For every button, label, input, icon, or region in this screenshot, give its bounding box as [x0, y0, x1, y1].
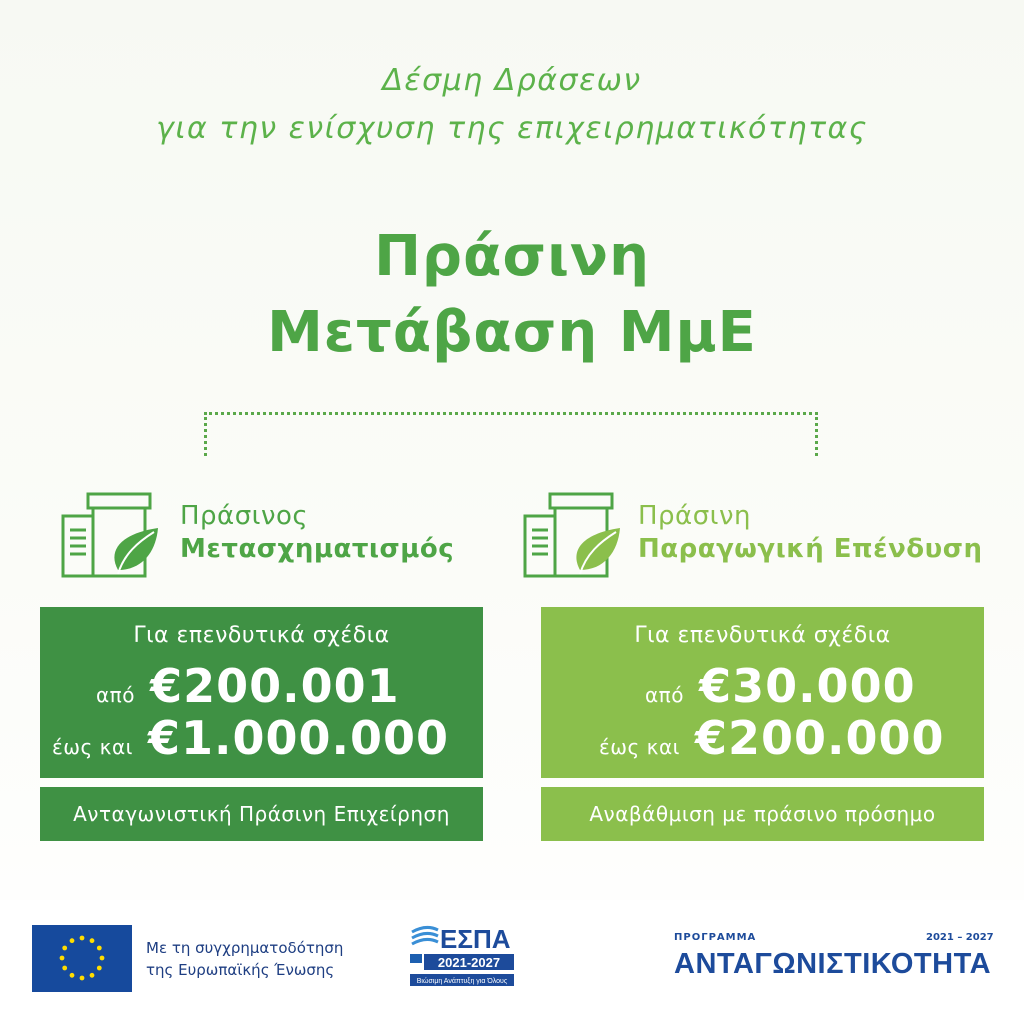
espa-name: ΕΣΠΑ	[440, 924, 511, 954]
right-footer-bar: Αναβάθμιση με πράσινο πρόσημο	[541, 787, 984, 841]
espa-years: 2021-2027	[437, 955, 501, 970]
espa-tagline: Βιώσιμη Ανάπτυξη για Όλους	[416, 978, 508, 985]
eu-text-line-2: της Ευρωπαϊκής Ένωσης	[146, 961, 335, 979]
right-heading-line-1: Πράσινη	[638, 501, 751, 531]
right-heading	[638, 500, 982, 566]
right-to-amount: €200.000	[695, 711, 945, 765]
program-years: 2021 – 2027	[926, 932, 994, 943]
right-intro: Για επενδυτικά σχέδια	[634, 623, 891, 648]
right-from-amount: €30.000	[699, 659, 916, 713]
left-to-row	[52, 711, 449, 765]
right-to-label: έως και	[599, 735, 680, 759]
subtitle-line-2: για την ενίσχυση της επιχειρηματικότητας	[156, 111, 868, 146]
right-to-row	[599, 711, 945, 765]
building-leaf-icon	[60, 490, 168, 582]
left-to-label: έως και	[52, 735, 133, 759]
left-to-amount: €1.000.000	[148, 711, 450, 765]
left-footer-bar: Ανταγωνιστική Πράσινη Επιχείρηση	[40, 787, 483, 841]
left-from-row	[96, 659, 400, 713]
right-amount-box	[541, 607, 984, 778]
eu-flag-icon	[32, 925, 132, 992]
left-amount-box	[40, 607, 483, 778]
building-leaf-icon	[522, 490, 630, 582]
right-heading-line-2: Παραγωγική Επένδυση	[638, 534, 983, 564]
right-from-row	[645, 659, 916, 713]
right-from-label: από	[645, 683, 684, 707]
left-from-amount: €200.001	[150, 659, 400, 713]
connector-bracket	[204, 412, 818, 456]
page-title-line-2: Μετάβαση ΜμΕ	[267, 300, 757, 365]
page-title-line-1: Πράσινη	[374, 224, 650, 289]
espa-logo	[408, 922, 518, 996]
left-from-label: από	[96, 683, 135, 707]
eu-cofunding-text	[146, 937, 343, 981]
program-name: ΑΝΤΑΓΩΝΙΣΤΙΚΟΤΗΤΑ	[674, 948, 992, 980]
eu-text-line-1: Με τη συγχρηματοδότηση	[146, 939, 344, 957]
subtitle-line-1: Δέσμη Δράσεων	[382, 63, 642, 98]
left-heading	[180, 500, 454, 566]
left-heading-line-1: Πράσινος	[180, 501, 309, 531]
left-intro: Για επενδυτικά σχέδια	[133, 623, 390, 648]
program-label: ΠΡΟΓΡΑΜΜΑ	[674, 932, 757, 943]
left-heading-line-2: Μετασχηματισμός	[180, 534, 455, 564]
